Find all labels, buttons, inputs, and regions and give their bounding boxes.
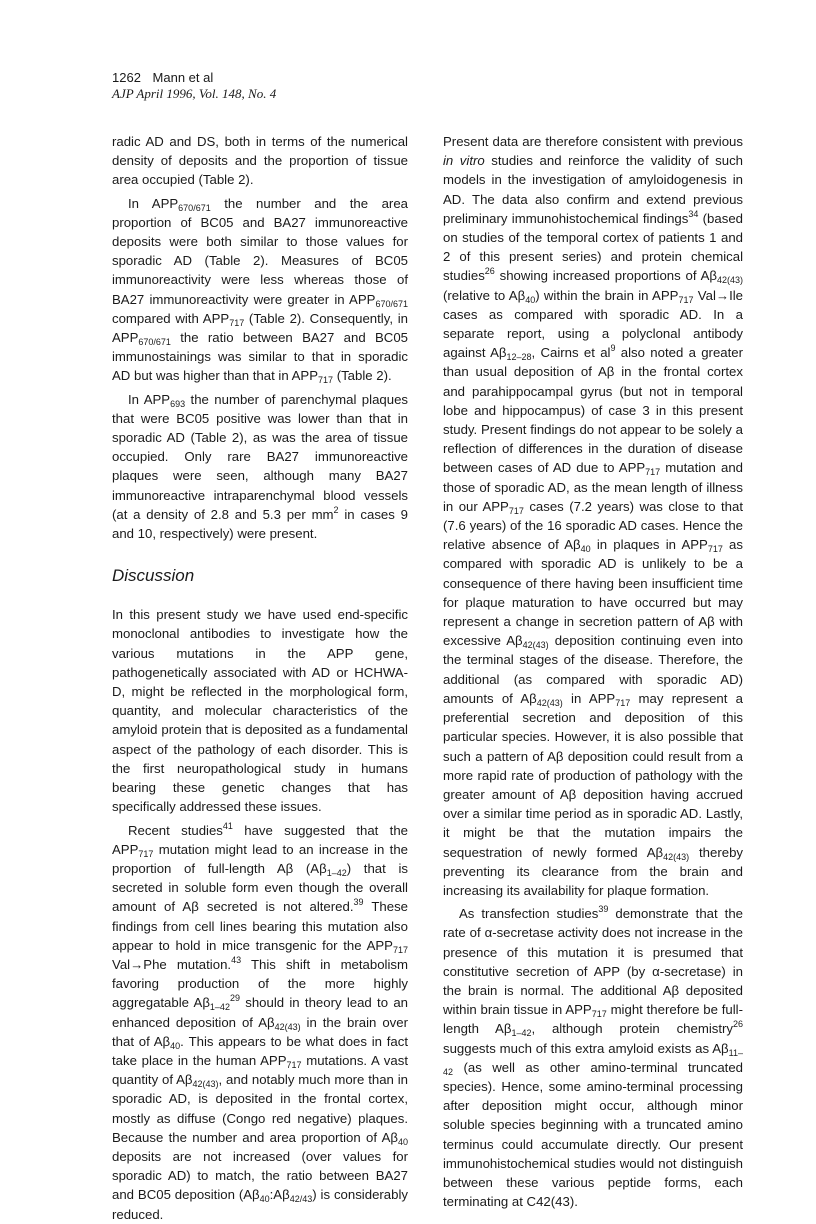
journal-citation: AJP April 1996, Vol. 148, No. 4 xyxy=(112,86,277,101)
authors: Mann et al xyxy=(152,70,214,85)
paragraph: As transfection studies$^{39}$ demonstrate that the rate of α-secretase activity does not increase in the presence of this mutation it is presumed that constitutive secretion of APP (by α-secretase) in the brain is normal. The additional Aβ deposited within brain tissue in $APP_{717}$ might therefore be full-length $A\beta_{1-42}$, although protein chemistry$^{26}$ suggests much of this extra amyloid exists as $A\beta_{11-42}$ (as well as other amino-terminal truncated species). Hence, some amino-terminal processing after deposition might occur, although minor soluble species beginning with a truncated amino terminus could accumulate directly. Our present immunohistochemical studies would not distinguish between these various peptide forms, each terminating at C42(43). xyxy=(443,904,744,1210)
paragraph: In $APP_{670/671}$ the number and the area proportion of BC05 and BA27 immunoreactive deposits were both similar to those values for sporadic AD (Table 2). Measures of BC05 immunoreactivity were less whereas those of BA27 immunoreactivity were greater in $APP_{670/671}$ compared with $APP_{717}$ (Table 2). Consequently, in $APP_{670/671}$ the ratio between BA27 and BC05 immunostainings was similar to that in sporadic AD but was higher than that in $APP_{717}$ (Table 2). xyxy=(112,195,408,386)
page-number: 1262 xyxy=(112,70,141,85)
paragraph: Recent studies$^{41}$ have suggested that the $APP_{717}$ mutation might lead to an increase in the proportion of full-length Aβ $(A\beta_{1-42})$ that is secreted in soluble form even though the overall amount of Aβ secreted is not altered.$^{39}$ These findings from cell lines bearing this mutation also appear to hold in mice transgenic for the $APP_{717}$ Val→Phe mutation.$^{43}$ This shift in metabolism favoring production of the more highly aggregatable $A\beta_{1-42}^{29}$ should in theory lead to an enhanced deposition of $A\beta_{42(43)}$ in the brain over that of $A\beta_{40}$. This appears to be what does in fact take place in the human $APP_{717}$ mutations. A vast quantity of $A\beta_{42(43)}$, and notably much more than in sporadic AD, is deposited in the frontal cortex, mostly as diffuse (Congo red negative) plaques. Because the number and area proportion of $A\beta_{40}$ deposits are not increased (over values for sporadic AD) to match, the ratio between BA27 and BC05 deposition $(A\beta_{40}:A\beta_{42/43})$ is considerably reduced. xyxy=(112,820,409,1222)
paragraph: In $APP_{693}$ the number of parenchymal plaques that were BC05 positive was lower than that in sporadic AD (Table 2), as was the area of tissue occupied. Only rare BA27 immunoreactive plaques were seen, although many BA27 immunoreactive intraparenchymal blood vessels (at a density of 2.8 and 5.3 per $mm^2$ in cases 9 and 10, respectively) were present. xyxy=(112,391,408,542)
paragraph: Present data are therefore consistent with previous in vitro studies and reinforce the validity of such models in the investigation of amyloidogenesis in AD. The data also confirm and extend previous preliminary immunohistochemical findings$^{34}$ (based on studies of the temporal cortex of patients 1 and 2 of this present series) and protein chemical studies$^{26}$ showing increased proportions of $A\beta_{42(43)}$ (relative to $A\beta_{40}$) within the brain in $APP_{717}$ Val→Ile cases as compared with sporadic AD. In a separate report, using a polyclonal antibody against $A\beta_{12-28}$, Cairns et $al^9$ also noted a greater than usual deposition of Aβ in the frontal cortex and parahippocampal gyrus (but not in temporal lobe and hippocampus) of case 3 in this present study. Present findings do not appear to be solely a reflection of differences in the duration of disease between cases of AD due to $APP_{717}$ mutation and those of sporadic AD, as the mean length of illness in our $APP_{717}$ cases (7.2 years) was close to that (7.6 years) of the 16 sporadic AD cases. Hence the relative absence of $A\beta_{40}$ in plaques in $APP_{717}$ as compared with sporadic AD is unlikely to be a consequence of there having been insufficient time for plaque maturation to have occurred but may represent a change in secretion pattern of Aβ with excessive $A\beta_{42(43)}$ deposition continuing even into the terminal stages of the disease. Therefore, the additional (as compared with sporadic AD) amounts of $A\beta_{42(43)}$ in $APP_{717}$ may represent a preferential secretion and deposition of this particular species. However, it is also possible that such a pattern of Aβ deposition could result from a more rapid rate of production of pathology with the greater amount of Aβ deposition having accrued over a similar time period as in sporadic AD. Lastly, it might be that the mutation impairs the sequestration of newly formed $A\beta_{42(43)}$ thereby preventing its clearance from the brain and increasing its availability for plaque formation. xyxy=(443,134,744,898)
paragraph: In this present study we have used end-specific monoclonal antibodies to investigate how the various mutations in the APP gene, pathogenetically associated with AD or HCHWA-D, might be reflected in the morphological form, quantity, and molecular characteristics of the amyloid protein that is deposited as a fundamental aspect of the pathology of each disorder. This is the first neuropathological study in humans bearing these genetic changes that has specifically addressed these issues. xyxy=(112,607,408,815)
section-heading: Discussion xyxy=(112,566,195,586)
right-column xyxy=(443,132,743,1211)
running-header xyxy=(112,70,276,102)
paragraph: radic AD and DS, both in terms of the numerical density of deposits and the proportion of tissue area occupied (Table 2). xyxy=(112,134,408,188)
left-column xyxy=(112,132,408,1224)
